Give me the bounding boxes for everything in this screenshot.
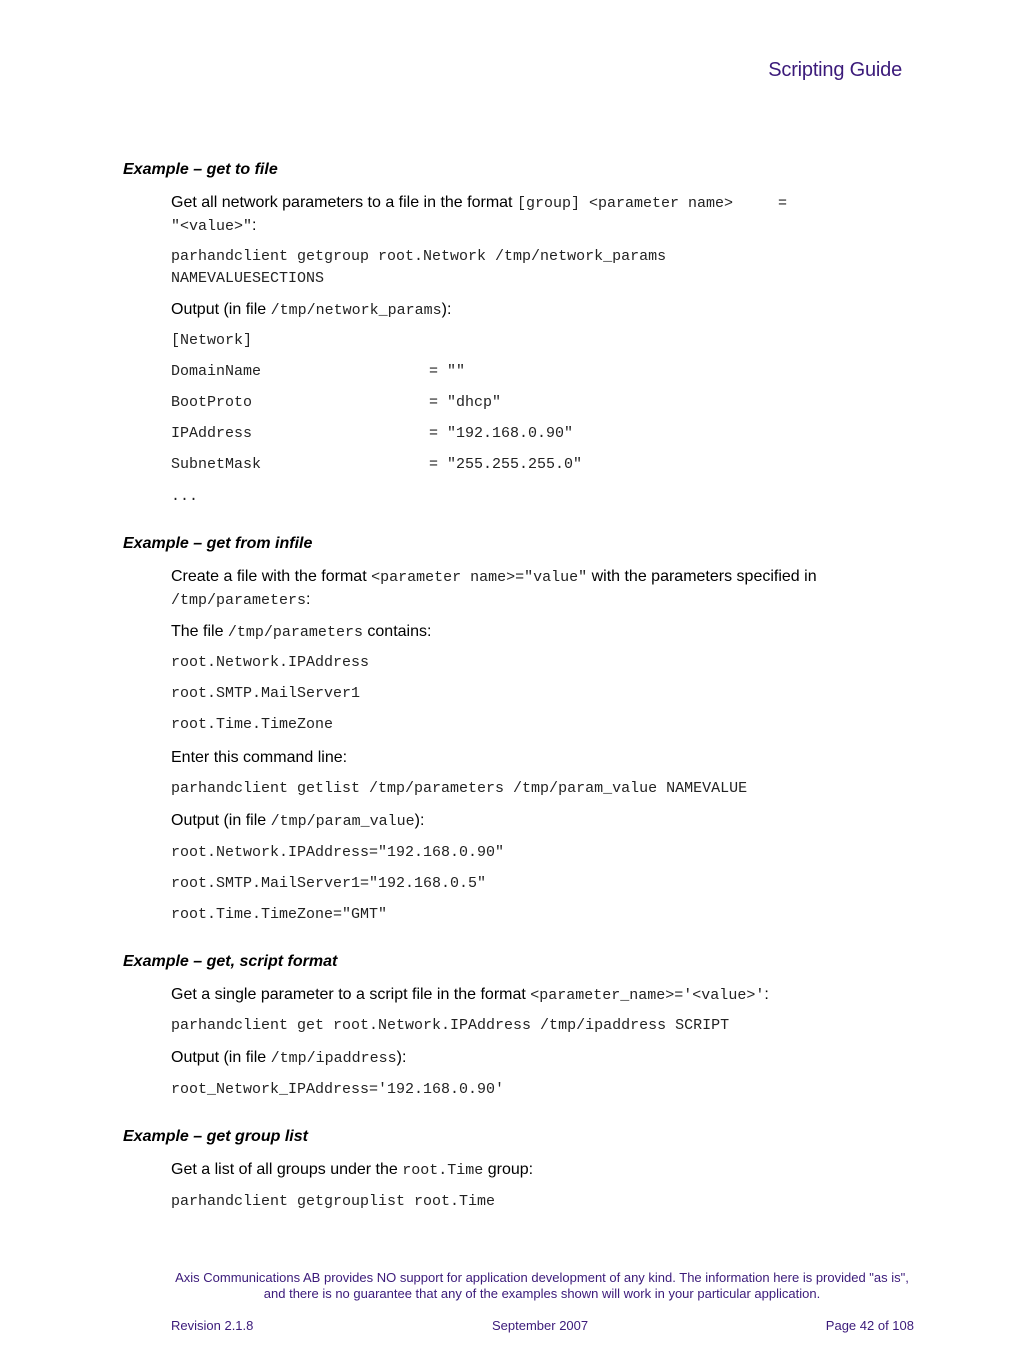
get-script-format-intro: Get a single parameter to a script file in the format <parameter_name>='<value>': [171, 986, 769, 1004]
ellipsis: ... [171, 488, 199, 505]
list-item: root.Network.IPAddress="192.168.0.90" [171, 844, 505, 861]
list-item: root.Time.TimeZone="GMT" [171, 906, 388, 923]
section-heading-get-group-list: Example – get group list [123, 1128, 308, 1145]
get-from-infile-output-label: Output (in file /tmp/param_value): [171, 812, 425, 830]
param-row: BootProto = "dhcp" [171, 394, 502, 411]
getlist-command: parhandclient getlist /tmp/parameters /tmp/param_value NAMEVALUE [171, 780, 748, 797]
param-row: SubnetMask = "255.255.255.0" [171, 456, 583, 473]
list-item: root.Time.TimeZone [171, 716, 334, 733]
list-item: root.Network.IPAddress [171, 654, 370, 671]
section-heading-get-from-infile: Example – get from infile [123, 535, 313, 552]
page-number: Page 42 of 108 [825, 1318, 914, 1333]
get-to-file-intro: Get all network parameters to a file in the format [group] <parameter name> = "<value>": [171, 194, 787, 235]
get-to-file-command: parhandclient getgroup root.Network /tmp/network_params NAMEVALUESECTIONS [171, 248, 667, 287]
list-item: root.SMTP.MailServer1 [171, 685, 361, 702]
date-label: September 2007 [492, 1318, 589, 1333]
section-heading-get-script-format: Example – get, script format [123, 953, 338, 970]
script-output-line: root_Network_IPAddress='192.168.0.90' [171, 1081, 505, 1098]
network-group-line: [Network] [171, 332, 253, 349]
document-title: Scripting Guide [768, 59, 902, 81]
list-item: root.SMTP.MailServer1="192.168.0.5" [171, 875, 487, 892]
footer-disclaimer: Axis Communications AB provides NO support for application development of any kind. The information here is provided "as is", and there is no guarantee that any of the examples shown will work in your particular application. [175, 1270, 909, 1301]
getgrouplist-command: parhandclient getgrouplist root.Time [171, 1193, 496, 1210]
get-script-output-label: Output (in file /tmp/ipaddress): [171, 1049, 407, 1067]
enter-command-label: Enter this command line: [171, 749, 348, 766]
param-row: IPAddress = "192.168.0.90" [171, 425, 574, 442]
file-contains-label: The file /tmp/parameters contains: [171, 623, 432, 641]
get-group-list-intro: Get a list of all groups under the root.Time group: [171, 1161, 534, 1179]
param-row: DomainName = "" [171, 363, 466, 380]
section-heading-get-to-file: Example – get to file [123, 161, 278, 178]
revision-label: Revision 2.1.8 [171, 1318, 254, 1333]
get-script-command: parhandclient get root.Network.IPAddress /tmp/ipaddress SCRIPT [171, 1017, 730, 1034]
get-from-infile-intro: Create a file with the format <parameter name>="value" with the parameters specified in /tmp/parameters: [171, 568, 817, 609]
get-to-file-output-label: Output (in file /tmp/network_params): [171, 301, 452, 319]
